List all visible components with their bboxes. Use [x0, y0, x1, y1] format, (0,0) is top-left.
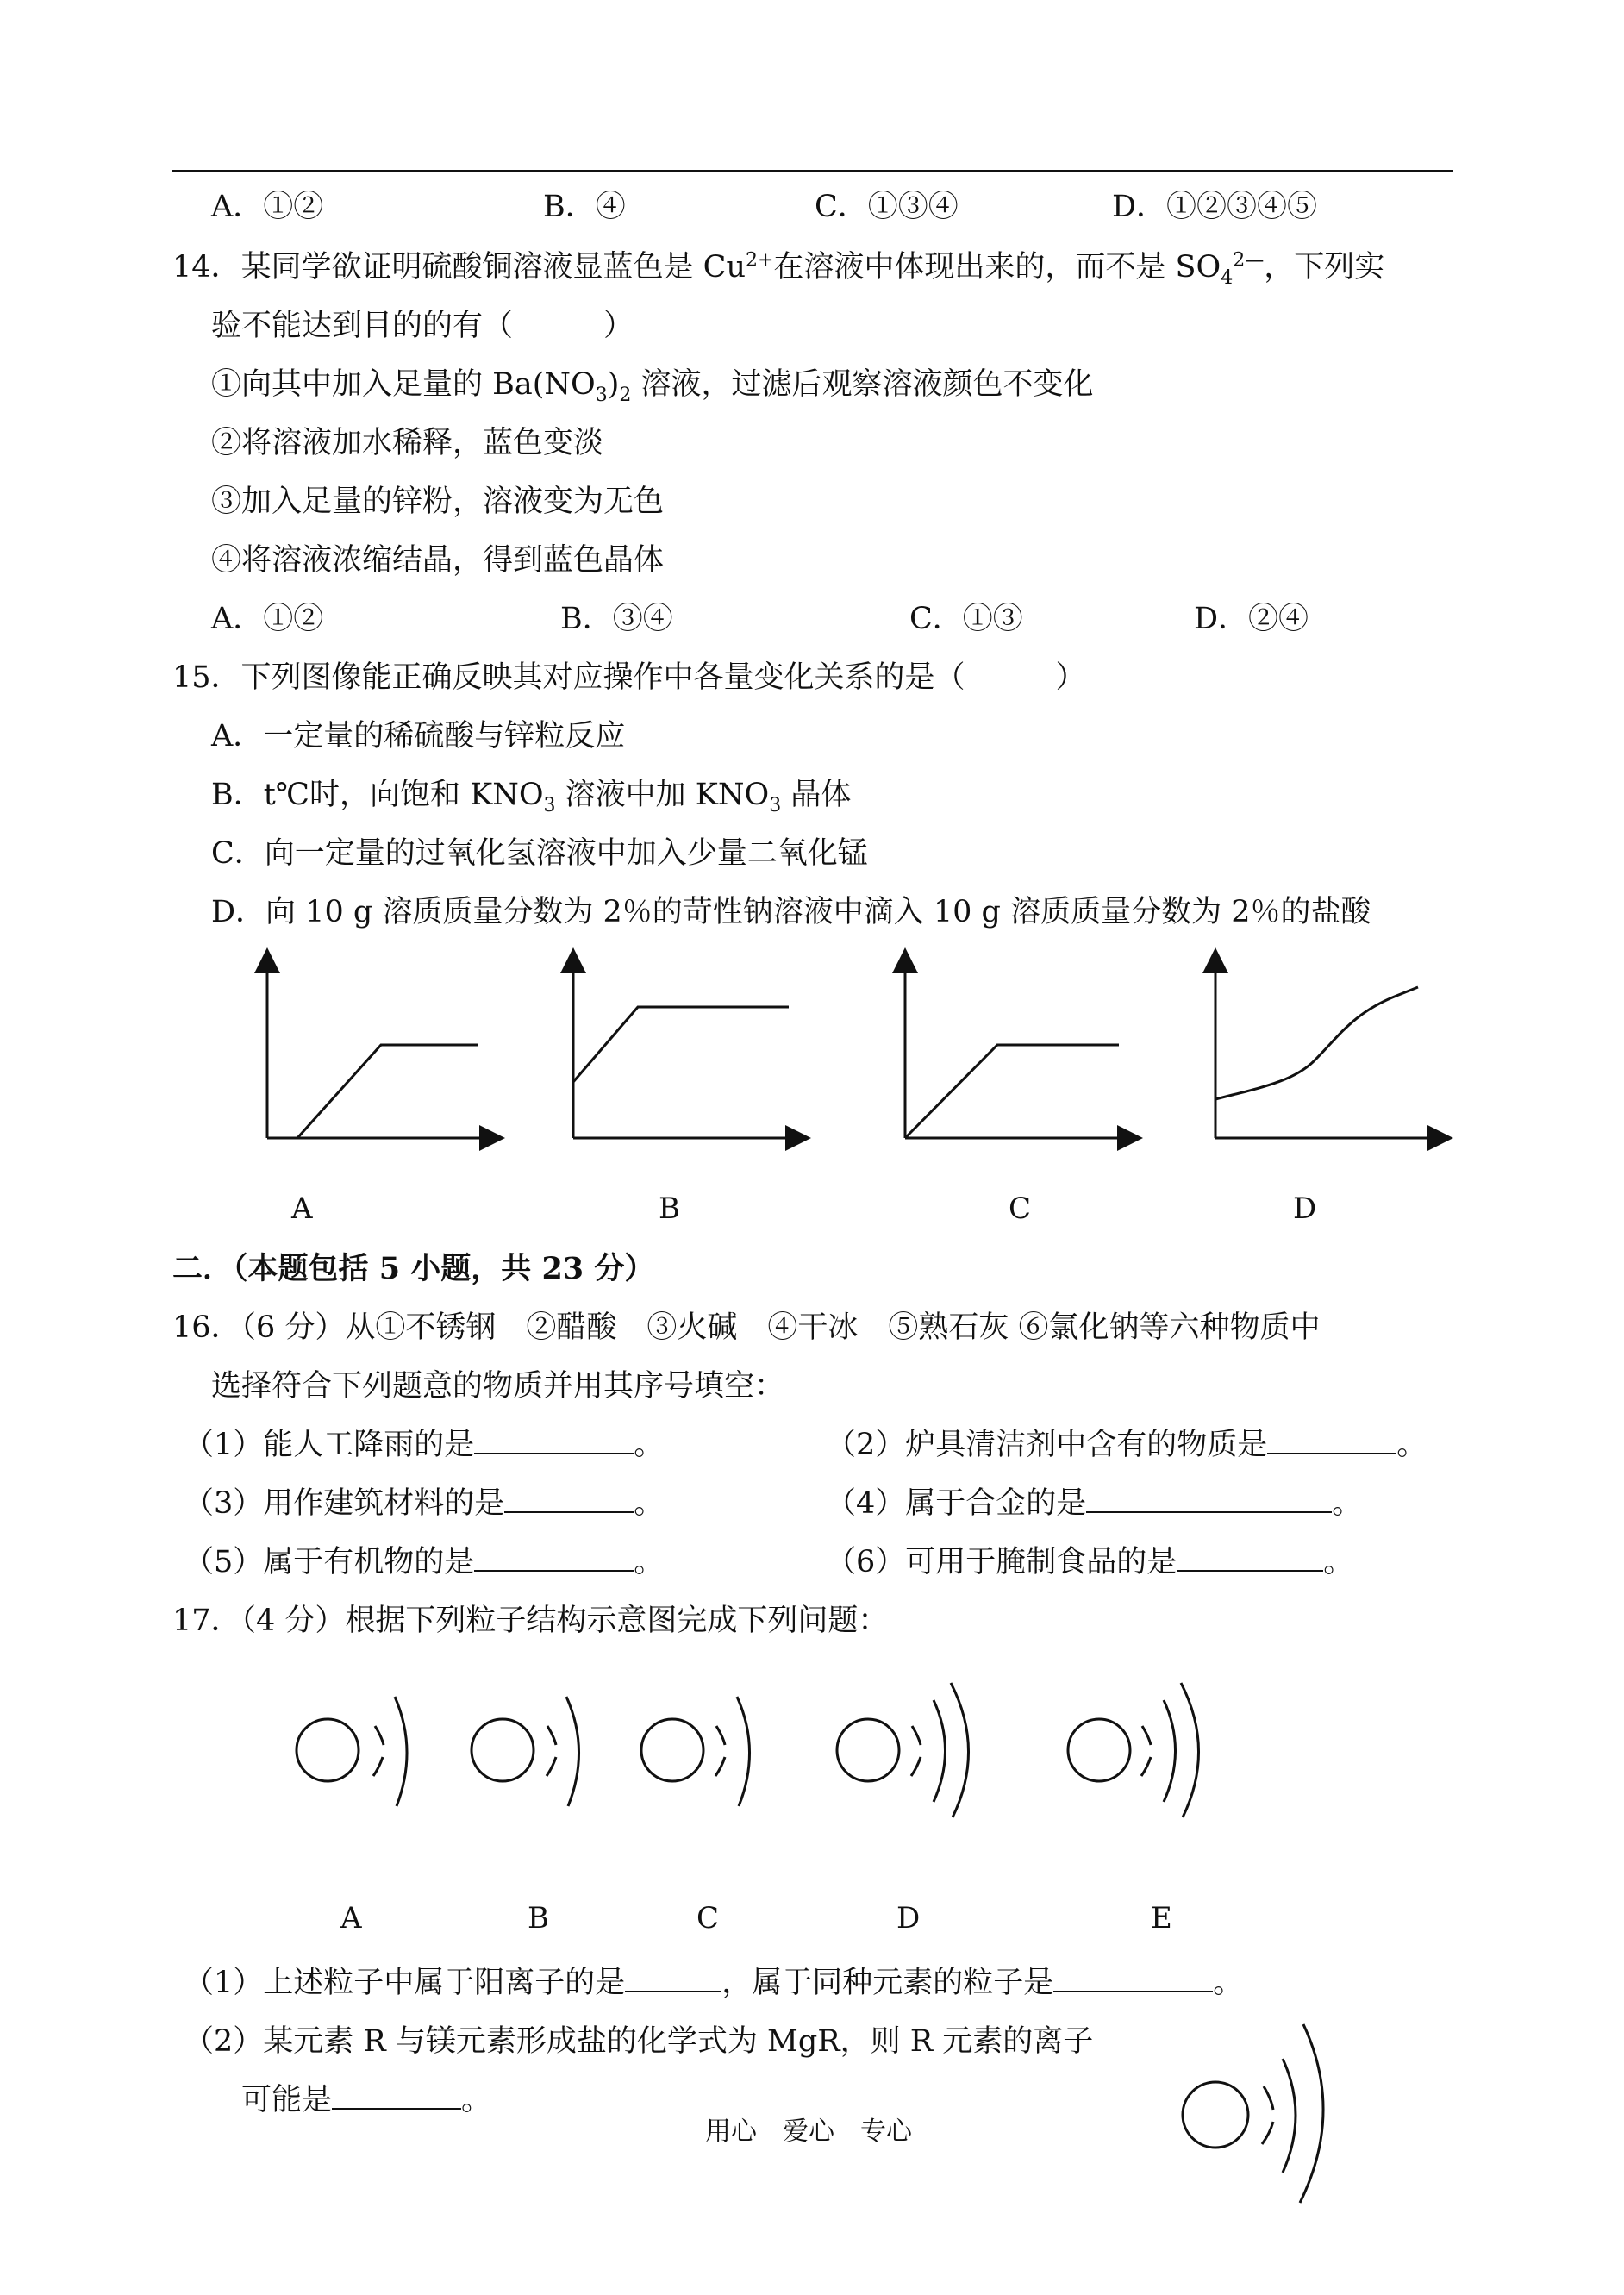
graph-label-b: B [659, 1191, 680, 1226]
q14-item-3: ③加入足量的锌粉，溶液变为无色 [211, 485, 665, 519]
graph-a-curve [297, 1045, 478, 1138]
q15-option-d: D．向 10 g 溶质质量分数为 2％的苛性钠溶液中滴入 10 g 溶质质量分数为 2％的盐酸 [211, 895, 1371, 929]
q16-part-4: （4）属于合金的是 。 [826, 1486, 1363, 1521]
q16-part-6: （6）可用于腌制食品的是 。 [826, 1545, 1354, 1579]
q17-stem: 17．（4 分）根据下列粒子结构示意图完成下列问题： [172, 1604, 889, 1638]
footer: 用心 爱心 专心 [705, 2117, 912, 2147]
q14-stem: 14．某同学欲证明硫酸铜溶液显蓝色是 $Cu^{2+}$在溶液中体现出来的，而不是 $SO_4^{2—}$，下列实 [172, 249, 1385, 289]
graph-c-curve [905, 1045, 1119, 1138]
q14-option-a: A．①② [211, 602, 324, 636]
q14-stem-line2: 验不能达到目的的有（ ） [211, 309, 634, 343]
q16-part-3: （3）用作建筑材料的是 。 [184, 1486, 665, 1521]
q17-part-2-line2: 可能是 。 [241, 2083, 492, 2117]
graph-label-c: C [1009, 1191, 1032, 1226]
q13-option-d: D．①②③④⑤ [1112, 190, 1318, 224]
graph-d-curve [1215, 987, 1418, 1099]
q16-part-1: （1）能人工降雨的是 。 [184, 1428, 665, 1462]
graph-b [556, 948, 815, 1151]
particle-d [823, 1664, 996, 1819]
graph-a [250, 948, 509, 1151]
particle-label-d: D [896, 1901, 921, 1935]
q13-option-c: C．①③④ [815, 190, 959, 224]
q17-part-2: （2）某元素 R 与镁元素形成盐的化学式为 MgR，则 R 元素的离子 [184, 2024, 1094, 2059]
q15-option-b: B．t℃时，向饱和 $KNO_3$ 溶液中加 $KNO_3$ 晶体 [211, 778, 852, 816]
q14-option-c: C．①③ [909, 602, 1023, 636]
header-rule [172, 170, 1453, 172]
q15-option-c: C．向一定量的过氧化氢溶液中加入少量二氧化锰 [211, 836, 868, 871]
graph-c [888, 948, 1146, 1151]
q13-option-a: A．①② [211, 190, 324, 224]
q15-option-a: A．一定量的稀硫酸与锌粒反应 [211, 719, 626, 754]
q14-option-b: B．③④ [560, 602, 673, 636]
q17-part-1: （1）上述粒子中属于阳离子的是 ，属于同种元素的粒子是 。 [184, 1966, 1244, 2000]
section-2-heading: 二．（本题包括 5 小题，共 23 分） [172, 1251, 655, 1286]
q14-item-1: ①向其中加入足量的 $Ba(NO_3)_2$ 溶液，过滤后观察溶液颜色不变化 [211, 367, 1094, 406]
q16-part-2: （2）炉具清洁剂中含有的物质是 。 [826, 1428, 1427, 1462]
particle-e [1047, 1664, 1220, 1819]
q16-stem: 16．（6 分）从①不锈钢 ②醋酸 ③火碱 ④干冰 ⑤熟石灰 ⑥氯化钠等六种物质中 [172, 1310, 1321, 1345]
q15-stem: 15．下列图像能正确反映其对应操作中各量变化关系的是（ ） [172, 660, 1086, 695]
q14-item-2: ②将溶液加水稀释，蓝色变淡 [211, 426, 604, 460]
q13-option-b: B．④ [543, 190, 626, 224]
graph-d [1198, 948, 1457, 1151]
graph-b-curve [573, 1007, 789, 1082]
particle-label-b: B [528, 1901, 549, 1935]
q14-item-4: ④将溶液浓缩结晶，得到蓝色晶体 [211, 543, 665, 578]
particle-label-e: E [1151, 1901, 1172, 1935]
particle-label-c: C [696, 1901, 720, 1935]
graph-label-a: A [291, 1191, 313, 1226]
q14-option-d: D．②④ [1194, 602, 1309, 636]
q16-part-5: （5）属于有机物的是 。 [184, 1545, 665, 1579]
graph-label-d: D [1293, 1191, 1317, 1226]
particle-c [625, 1664, 771, 1819]
q16-stem-line2: 选择符合下列题意的物质并用其序号填空： [211, 1369, 785, 1404]
particle-label-a: A [340, 1901, 362, 1935]
particle-b [461, 1664, 608, 1819]
particle-a [293, 1664, 440, 1819]
particle-r [1172, 2009, 1371, 2207]
